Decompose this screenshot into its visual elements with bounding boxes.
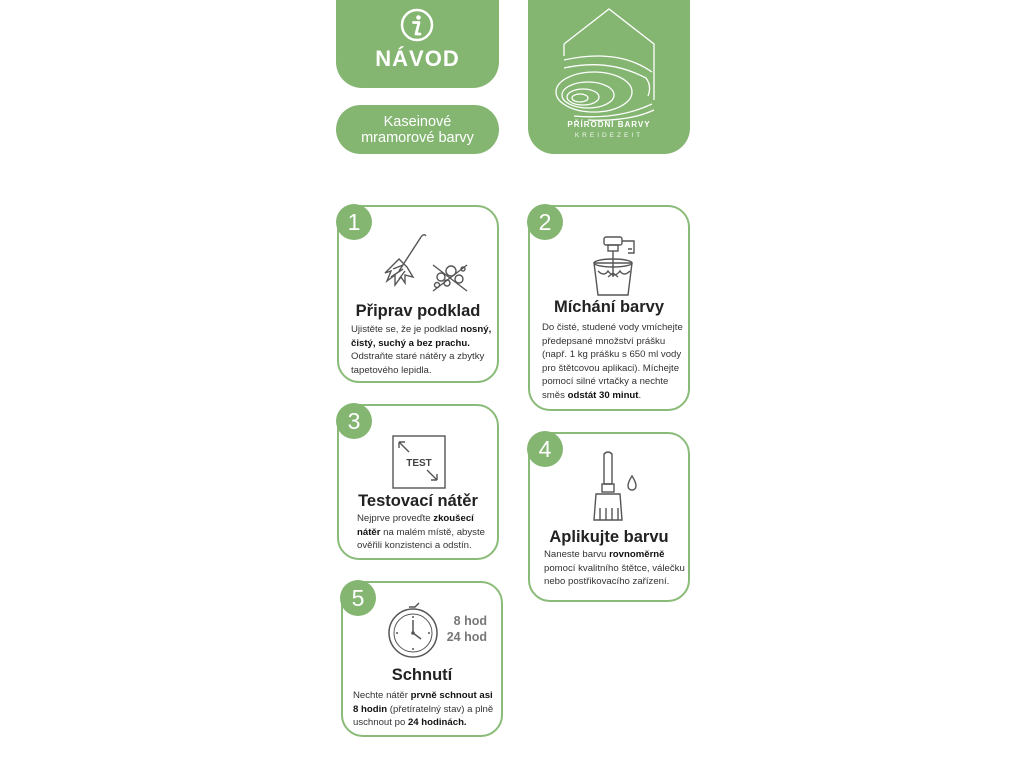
step-card-5	[341, 581, 503, 737]
step-title: Aplikujte barvu	[549, 528, 669, 546]
step-description: Ujistěte se, že je podklad nosný, čistý, suchý a bez prachu. Odstraňte staré nátěry a zbytky tapetového lepidla.	[351, 324, 492, 376]
emphasis-text: rovnoměrně	[609, 549, 665, 560]
product-name-line2: mramorové barvy	[361, 129, 474, 146]
product-name-line1: Kaseinové	[383, 113, 452, 130]
feather-duster-and-no-dust-icon	[375, 231, 475, 293]
step-card-3	[337, 404, 499, 560]
step-description: Naneste barvu rovnoměrně pomocí kvalitního štětce, válečku nebo postřikovacího zařízení.	[544, 549, 685, 588]
step-number: 3	[336, 403, 372, 439]
test-label: TEST	[406, 458, 432, 469]
info-icon	[400, 8, 434, 42]
header-banner	[336, 0, 499, 88]
step-title: Testovací nátěr	[358, 492, 478, 510]
step-number: 2	[527, 204, 563, 240]
step-card-1	[337, 205, 499, 383]
brand-logo	[528, 0, 690, 154]
product-name-badge	[336, 105, 499, 154]
house-wood-grain-icon	[528, 0, 690, 154]
step-title: Schnutí	[391, 666, 453, 684]
paint-mixer-bucket-icon	[586, 233, 640, 297]
step-number: 4	[527, 431, 563, 467]
hours-full: 24 hod	[446, 630, 487, 644]
brand-name: PŘÍRODNÍ BARVY	[567, 120, 651, 129]
clock-icon	[385, 601, 441, 661]
emphasis-text: 24 hodinách.	[407, 717, 467, 729]
page-title: NÁVOD	[375, 46, 460, 71]
paint-brush-icon	[588, 448, 642, 524]
emphasis-text: prvně schnout asi 8 hodin	[353, 690, 493, 715]
drying-hours	[439, 613, 487, 645]
hours-first: 8 hod	[453, 614, 487, 628]
emphasis-text: odstát 30 minut	[567, 389, 639, 401]
brand-subname: KREIDEZEIT	[574, 132, 644, 139]
step-card-4	[528, 432, 690, 602]
step-title: Připrav podklad	[355, 302, 481, 320]
step-card-2	[528, 205, 690, 411]
step-description: Do čisté, studené vody vmíchejte předepsané množství prášku (např. 1 kg prášku s 650 ml vody pro štětcovou aplikaci). Míchejte pomocí silné vrtačky a nechte směs odstát 30 minut.	[542, 322, 683, 401]
step-title: Míchání barvy	[553, 298, 665, 316]
emphasis-text: zkoušecí nátěr	[357, 513, 474, 538]
step-number: 5	[340, 580, 376, 616]
step-description: Nejprve proveďte zkoušecí nátěr na malém místě, abyste ověřili konzistenci a odstín.	[357, 513, 485, 552]
step-number: 1	[336, 204, 372, 240]
emphasis-text: nosný, čistý, suchý a bez prachu.	[351, 324, 492, 349]
step-description: Nechte nátěr prvně schnout asi 8 hodin (přetíratelný stav) a plně uschnout po 24 hodinách.	[353, 690, 494, 729]
